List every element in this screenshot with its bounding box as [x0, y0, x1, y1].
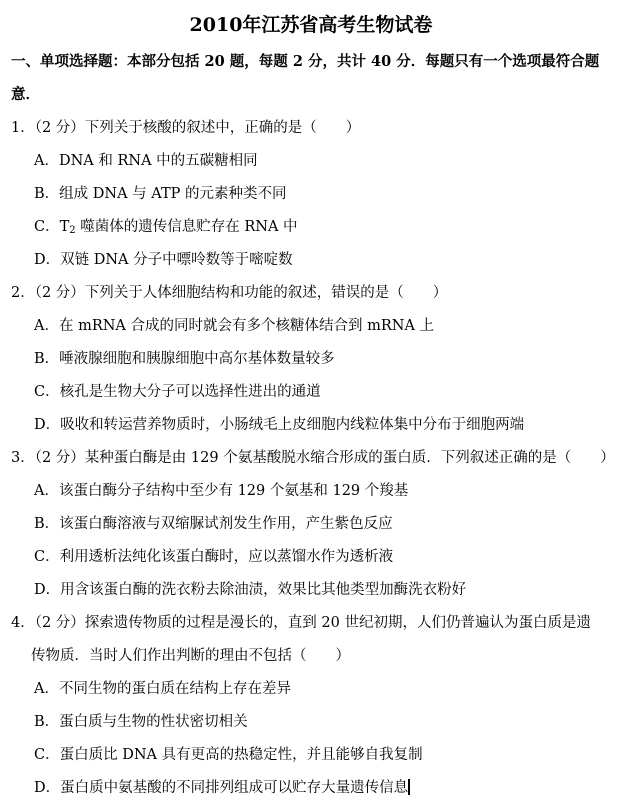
question-2-option-d: D．吸收和转运营养物质时，小肠绒毛上皮细胞内线粒体集中分布于细胞两端 — [34, 417, 525, 433]
question-4-option-d — [34, 776, 410, 797]
question-4-stem-line2: 传物质．当时人们作出判断的理由不包括（ ） — [31, 648, 350, 664]
option-c-text: 噬菌体的遗传信息贮存在 RNA 中 — [75, 219, 298, 235]
question-4-option-a: A．不同生物的蛋白质在结构上存在差异 — [34, 681, 291, 697]
question-3-option-a: A．该蛋白酶分子结构中至少有 129 个氨基和 129 个羧基 — [34, 483, 409, 499]
question-3-option-d: D．用含该蛋白酶的洗衣粉去除油渍，效果比其他类型加酶洗衣粉好 — [34, 582, 467, 598]
question-2-option-c: C．核孔是生物大分子可以选择性进出的通道 — [34, 384, 321, 400]
question-1-option-c — [34, 215, 298, 236]
question-3-option-c: C．利用透析法纯化该蛋白酶时，应以蒸馏水作为透析液 — [34, 549, 394, 565]
question-2-stem: 2．（2 分）下列关于人体细胞结构和功能的叙述，错误的是（ ） — [11, 285, 448, 301]
question-1-option-a: A．DNA 和 RNA 中的五碳糖相同 — [34, 153, 258, 169]
section-heading-line1: 一、单项选择题：本部分包括 20 题，每题 2 分，共计 40 分．每题只有一个选项最符合题 — [11, 53, 600, 70]
question-1-option-d: D．双链 DNA 分子中嘌呤数等于嘧啶数 — [34, 252, 293, 268]
question-3-stem: 3．（2 分）某种蛋白酶是由 129 个氨基酸脱水缩合形成的蛋白质．下列叙述正确的是（ ） — [11, 450, 615, 466]
question-2-option-b: B．唾液腺细胞和胰腺细胞中高尔基体数量较多 — [34, 351, 335, 367]
option-c-prefix: C．T — [34, 219, 70, 235]
question-3-option-b: B．该蛋白酶溶液与双缩脲试剂发生作用，产生紫色反应 — [34, 516, 393, 532]
question-4-stem-line1: 4．（2 分）探索遗传物质的过程是漫长的，直到 20 世纪初期，人们仍普遍认为蛋白质是遗 — [11, 615, 591, 631]
question-2-option-a: A．在 mRNA 合成的同时就会有多个核糖体结合到 mRNA 上 — [34, 318, 435, 334]
question-1-stem: 1．（2 分）下列关于核酸的叙述中，正确的是（ ） — [11, 120, 361, 136]
question-4-option-c: C．蛋白质比 DNA 具有更高的热稳定性，并且能够自我复制 — [34, 747, 423, 763]
question-4-option-d-text: D．蛋白质中氨基酸的不同排列组成可以贮存大量遗传信息 — [34, 780, 409, 796]
question-4-option-b: B．蛋白质与生物的性状密切相关 — [34, 714, 248, 730]
question-1-option-b: B．组成 DNA 与 ATP 的元素种类不同 — [34, 186, 287, 202]
section-heading-line2: 意． — [11, 86, 40, 103]
page-title: 2010年江苏省高考生物试卷 — [189, 14, 433, 36]
subscript: 2 — [69, 225, 76, 236]
